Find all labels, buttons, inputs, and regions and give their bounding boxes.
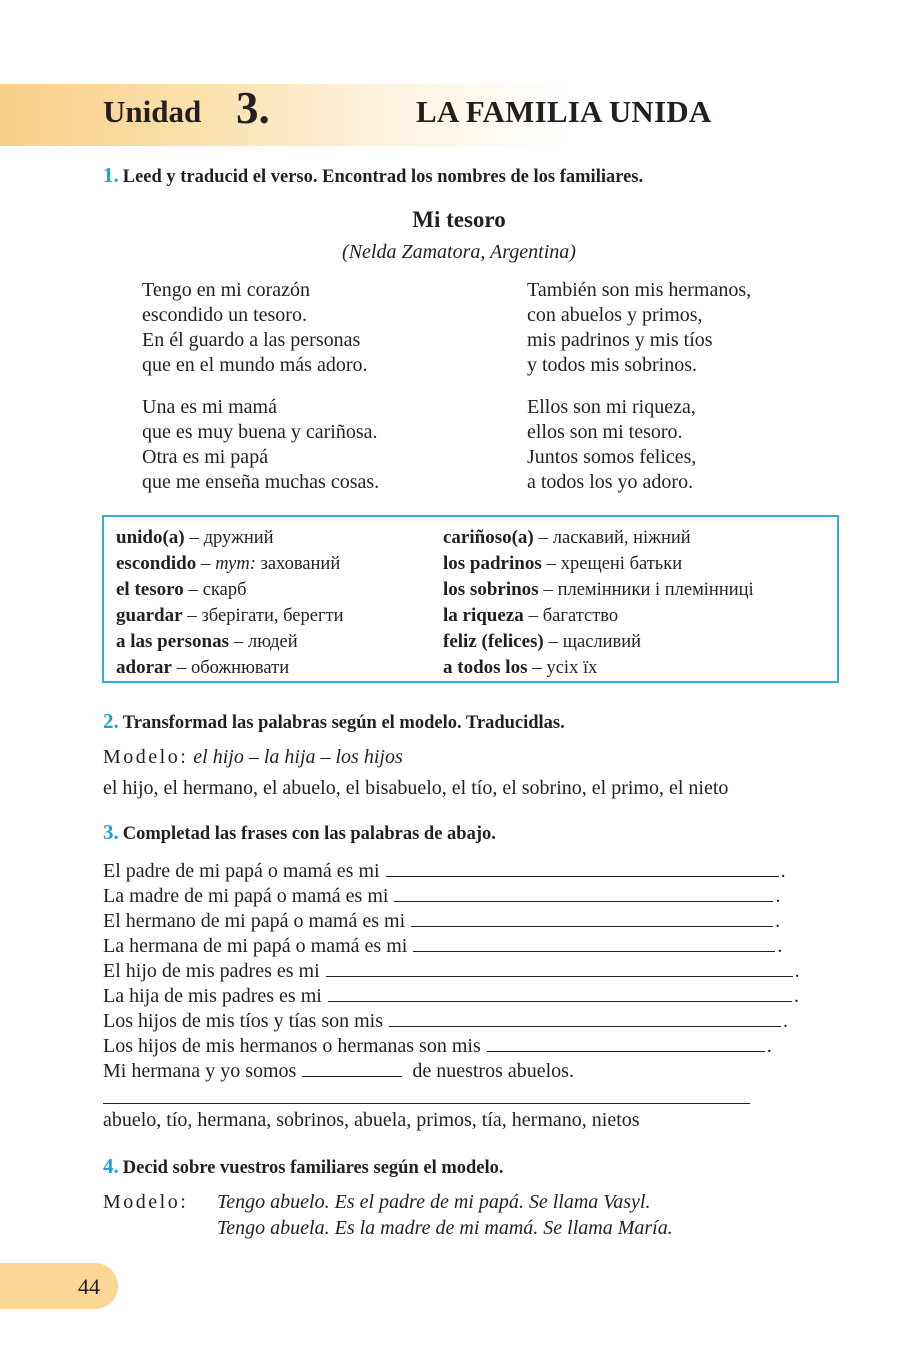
answer-blank[interactable] xyxy=(411,907,773,927)
vocab-term: el tesoro xyxy=(116,579,184,600)
vocab-dash: – xyxy=(541,553,561,574)
model-line: Tengo abuelo. Es el padre de mi papá. Se llama Vasyl. xyxy=(217,1191,651,1213)
vocabulary-entry xyxy=(443,525,754,551)
model-text: el hijo – la hija – los hijos xyxy=(193,746,403,768)
fill-in-sentence xyxy=(103,857,786,883)
poem-stanza xyxy=(527,278,751,378)
sentence-text: Mi hermana y yo somos xyxy=(103,1060,297,1082)
vocab-term: los padrinos xyxy=(443,553,542,574)
sentence-end: . xyxy=(777,935,783,957)
poem-stanza xyxy=(142,395,379,495)
vocab-note: тут: xyxy=(215,554,256,574)
exercise-1-heading xyxy=(103,163,643,188)
answer-blank[interactable] xyxy=(302,1057,402,1077)
vocab-dash: – xyxy=(183,579,203,600)
page-number-tab xyxy=(0,1263,118,1309)
poem-line: a todos los yo adoro. xyxy=(527,471,694,493)
vocab-term: unido(a) xyxy=(116,527,185,548)
sentence-end: de nuestros abuelos. xyxy=(412,1060,574,1082)
vocabulary-entry xyxy=(116,525,344,551)
exercise-4-model-label xyxy=(103,1191,188,1214)
exercise-instruction: Transformad las palabras según el modelo. Traducidlas. xyxy=(122,713,565,733)
answer-blank[interactable] xyxy=(413,932,775,952)
sentence-text: La madre de mi papá o mamá es mi xyxy=(103,885,389,907)
vocabulary-entry xyxy=(443,629,754,655)
poem-author: (Nelda Zamatora, Argentina) xyxy=(342,241,576,263)
vocabulary-column-right xyxy=(443,525,754,681)
poem-line: Una es mi mamá xyxy=(142,396,277,418)
model-line: Tengo abuela. Es la madre de mi mamá. Se llama María. xyxy=(217,1217,673,1239)
vocab-translation: племінники і племінниці xyxy=(557,580,754,600)
vocabulary-entry xyxy=(443,603,754,629)
poem-line: Ellos son mi riqueza, xyxy=(527,396,696,418)
answer-blank[interactable] xyxy=(389,1007,781,1027)
exercise-number: 1. xyxy=(103,163,119,187)
vocab-translation: ласкавий, ніжний xyxy=(552,528,691,548)
sentence-text: Los hijos de mis tíos y tías son mis xyxy=(103,1010,384,1032)
vocabulary-entry xyxy=(116,655,344,681)
vocab-dash: – xyxy=(171,657,191,678)
divider-rule xyxy=(103,1103,750,1104)
model-label: Modelo: xyxy=(103,1191,189,1213)
fill-in-sentence xyxy=(103,982,799,1008)
sentence-end: . xyxy=(793,985,799,1007)
sentence-end: . xyxy=(766,1035,772,1057)
vocab-term: cariñoso(a) xyxy=(443,527,534,548)
poem-line: que me enseña muchas cosas. xyxy=(142,471,380,493)
vocab-dash: – xyxy=(543,631,563,652)
sentence-text: La hija de mis padres es mi xyxy=(103,985,322,1007)
sentence-text: El padre de mi papá o mamá es mi xyxy=(103,860,380,882)
vocab-dash: – xyxy=(182,605,202,626)
poem-line: También son mis hermanos, xyxy=(527,279,752,301)
exercise-2-words: el hijo, el hermano, el abuelo, el bisabuelo, el tío, el sobrino, el primo, el nieto xyxy=(103,777,729,799)
fill-in-sentence xyxy=(103,1057,574,1083)
exercise-2-heading xyxy=(103,709,565,734)
poem-line: En él guardo a las personas xyxy=(142,329,361,351)
vocab-term: los sobrinos xyxy=(443,579,539,600)
vocabulary-entry xyxy=(443,655,754,681)
vocab-dash: – xyxy=(196,553,216,574)
answer-blank[interactable] xyxy=(487,1032,765,1052)
answer-blank[interactable] xyxy=(328,982,792,1002)
vocabulary-entry xyxy=(116,551,344,577)
sentence-text: El hijo de mis padres es mi xyxy=(103,960,320,982)
fill-in-sentence xyxy=(103,957,800,983)
sentence-text: La hermana de mi papá o mamá es mi xyxy=(103,935,408,957)
poem-line: que es muy buena y cariñosa. xyxy=(142,421,378,443)
exercise-instruction: Completad las frases con las palabras de abajo. xyxy=(122,824,496,844)
vocab-dash: – xyxy=(533,527,553,548)
exercise-4-heading xyxy=(103,1154,504,1179)
vocab-term: la riqueza xyxy=(443,605,524,626)
vocabulary-entry xyxy=(443,577,754,603)
vocab-dash: – xyxy=(184,527,204,548)
poem-line: escondido un tesoro. xyxy=(142,304,307,326)
sentence-end: . xyxy=(783,1010,789,1032)
vocab-term: a las personas xyxy=(116,631,229,652)
vocab-term: a todos los xyxy=(443,657,528,678)
answer-blank[interactable] xyxy=(326,957,793,977)
exercise-number: 3. xyxy=(103,820,119,844)
model-label: Modelo: xyxy=(103,746,189,768)
poem-line: Juntos somos felices, xyxy=(527,446,697,468)
sentence-end: . xyxy=(780,860,786,882)
exercise-instruction: Leed y traducid el verso. Encontrad los nombres de los familiares. xyxy=(122,167,644,187)
poem-stanza xyxy=(527,395,696,495)
sentence-end: . xyxy=(775,885,781,907)
poem-line: que en el mundo más adoro. xyxy=(142,354,368,376)
vocabulary-entry xyxy=(443,551,754,577)
vocab-translation: зберігати, берегти xyxy=(201,606,344,626)
vocab-translation: людей xyxy=(247,632,298,652)
poem-line: con abuelos y primos, xyxy=(527,304,703,326)
sentence-text: Los hijos de mis hermanos o hermanas son mis xyxy=(103,1035,481,1057)
unit-label: Unidad xyxy=(103,94,202,129)
poem-line: y todos mis sobrinos. xyxy=(527,354,698,376)
poem-line: Tengo en mi corazón xyxy=(142,279,310,301)
vocab-translation: щасливий xyxy=(562,632,642,652)
poem-line: Otra es mi papá xyxy=(142,446,269,468)
exercise-3-heading xyxy=(103,820,496,845)
unit-number: 3. xyxy=(236,83,270,133)
sentence-end: . xyxy=(794,960,800,982)
exercise-instruction: Decid sobre vuestros familiares según el modelo. xyxy=(122,1158,504,1178)
vocabulary-entry xyxy=(116,629,344,655)
vocabulary-box xyxy=(102,515,839,683)
fill-in-sentence xyxy=(103,882,780,908)
poem-stanza xyxy=(142,278,368,378)
vocab-term: escondido xyxy=(116,553,197,574)
poem-title: Mi tesoro xyxy=(412,207,506,232)
word-bank: abuelo, tío, hermana, sobrinos, abuela, primos, tía, hermano, nietos xyxy=(103,1109,640,1131)
sentence-end: . xyxy=(775,910,781,932)
sentence-text: El hermano de mi papá o mamá es mi xyxy=(103,910,406,932)
poem-line: mis padrinos y mis tíos xyxy=(527,329,713,351)
vocab-translation: усіх їх xyxy=(546,658,598,678)
vocab-dash: – xyxy=(228,631,248,652)
answer-blank[interactable] xyxy=(394,882,773,902)
page-number: 44 xyxy=(78,1274,100,1299)
vocab-term: adorar xyxy=(116,657,172,678)
vocab-term: guardar xyxy=(116,605,183,626)
fill-in-sentence xyxy=(103,932,782,958)
vocab-translation: багатство xyxy=(542,606,619,626)
fill-in-sentence xyxy=(103,907,780,933)
fill-in-sentence xyxy=(103,1007,788,1033)
vocab-term: feliz (felices) xyxy=(443,631,544,652)
poem-line: ellos son mi tesoro. xyxy=(527,421,683,443)
vocab-translation: дружний xyxy=(203,528,274,548)
vocab-translation: захований xyxy=(255,554,341,574)
answer-blank[interactable] xyxy=(386,857,779,877)
vocab-dash: – xyxy=(527,657,547,678)
vocab-dash: – xyxy=(523,605,543,626)
exercise-2-model xyxy=(103,746,403,769)
vocabulary-column-left xyxy=(116,525,344,681)
vocab-translation: скарб xyxy=(202,580,247,600)
exercise-number: 4. xyxy=(103,1154,119,1178)
vocab-translation: хрещені батьки xyxy=(560,554,683,574)
vocabulary-entry xyxy=(116,577,344,603)
exercise-number: 2. xyxy=(103,709,119,733)
unit-title: LA FAMILIA UNIDA xyxy=(416,94,712,129)
fill-in-sentence xyxy=(103,1032,772,1058)
vocab-translation: обожнювати xyxy=(190,658,290,678)
vocabulary-entry xyxy=(116,603,344,629)
vocab-dash: – xyxy=(538,579,558,600)
